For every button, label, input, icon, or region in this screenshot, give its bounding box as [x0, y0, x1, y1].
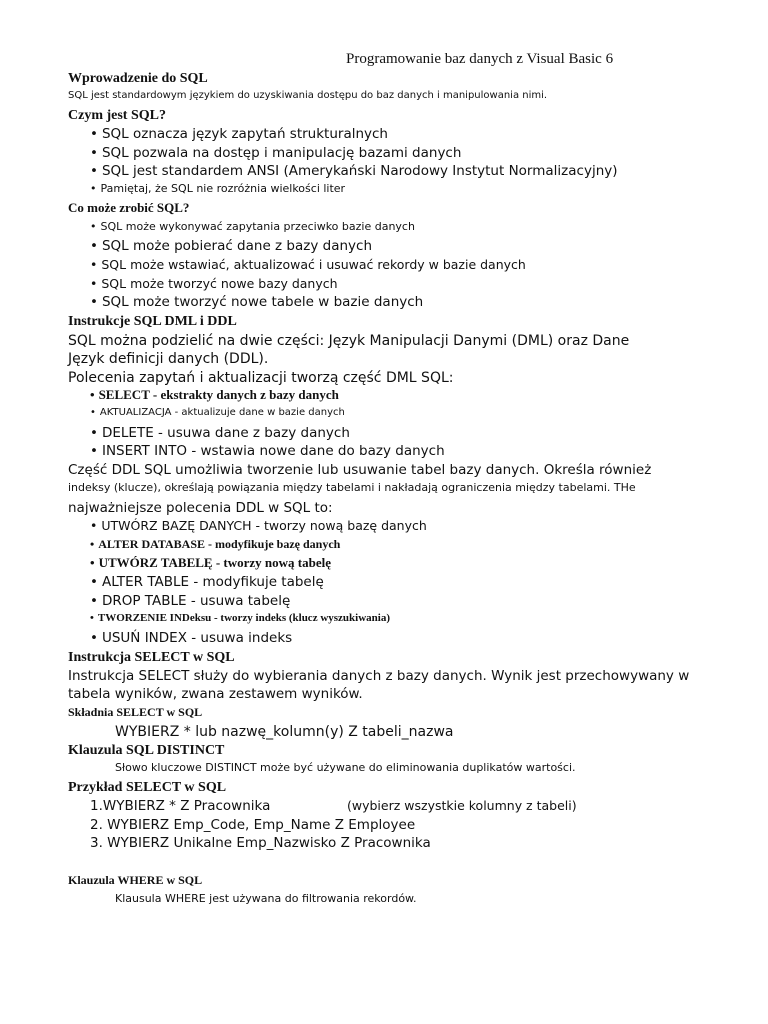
- section-heading-where: Klauzula WHERE w SQL: [68, 873, 203, 887]
- list-item: • TWORZENIE INDeksu - tworzy indeks (klucz wyszukiwania): [90, 612, 390, 625]
- paragraph-line: najważniejsze polecenia DDL w SQL to:: [68, 500, 333, 516]
- list-item: • ALTER DATABASE - modyfikuje bazę danych: [90, 538, 340, 552]
- list-item: • SQL może tworzyć nowe tabele w bazie danych: [90, 295, 423, 311]
- paragraph-line: SQL można podzielić na dwie części: Język Manipulacji Danymi (DML) oraz Dane: [68, 333, 630, 349]
- example-line: 3. WYBIERZ Unikalne Emp_Nazwisko Z Pracownika: [90, 835, 431, 851]
- list-item: • ALTER TABLE - modyfikuje tabelę: [90, 575, 324, 591]
- list-item: • SQL pozwala na dostęp i manipulację bazami danych: [90, 146, 461, 162]
- list-item: • DELETE - usuwa dane z bazy danych: [90, 426, 350, 442]
- list-item: • SQL może wykonywać zapytania przeciwko bazie danych: [90, 221, 415, 234]
- section-heading-syntax: Składnia SELECT w SQL: [68, 705, 203, 719]
- list-item: • SELECT - ekstrakty danych z bazy danych: [90, 388, 339, 403]
- page-header: Programowanie baz danych z Visual Basic 6: [346, 51, 614, 67]
- list-item: • INSERT INTO - wstawia nowe dane do bazy danych: [90, 444, 445, 460]
- distinct-text: Słowo kluczowe DISTINCT może być używane do eliminowania duplikatów wartości.: [115, 761, 576, 774]
- list-item: • SQL może wstawiać, aktualizować i usuwać rekordy w bazie danych: [90, 258, 526, 272]
- list-item: • SQL oznacza język zapytań strukturalnych: [90, 127, 388, 143]
- list-item: • SQL może tworzyć nowe bazy danych: [90, 277, 338, 291]
- paragraph-line: Instrukcja SELECT służy do wybierania danych z bazy danych. Wynik jest przechowywany w: [68, 668, 690, 684]
- paragraph-line: Język definicji danych (DDL).: [68, 351, 269, 367]
- list-item: • SQL może pobierać dane z bazy danych: [90, 239, 372, 255]
- section-heading-can-do: Co może zrobić SQL?: [68, 200, 190, 215]
- list-item: • Pamiętaj, że SQL nie rozróżnia wielkości liter: [90, 183, 345, 196]
- paragraph-line: tabela wyników, zwana zestawem wyników.: [68, 686, 363, 702]
- list-item: • UTWÓRZ TABELĘ - tworzy nową tabelę: [90, 556, 331, 571]
- list-item: • UTWÓRZ BAZĘ DANYCH - tworzy nową bazę danych: [90, 519, 427, 533]
- list-item: • SQL jest standardem ANSI (Amerykański Narodowy Instytut Normalizacyjny): [90, 164, 618, 180]
- intro-text: SQL jest standardowym językiem do uzyskiwania dostępu do baz danych i manipulowania nimi.: [68, 90, 548, 101]
- section-heading-intro: Wprowadzenie do SQL: [68, 71, 208, 86]
- paragraph-line: Część DDL SQL umożliwia tworzenie lub usuwanie tabel bazy danych. Określa również: [68, 462, 652, 478]
- list-item: • DROP TABLE - usuwa tabelę: [90, 594, 290, 610]
- paragraph-line: indeksy (klucze), określają powiązania między tabelami i nakładają ograniczenia między tabelami. THe: [68, 481, 636, 494]
- where-text: Klausula WHERE jest używana do filtrowania rekordów.: [115, 892, 417, 905]
- list-item: • AKTUALIZACJA - aktualizuje dane w bazie danych: [90, 407, 345, 419]
- example-line: 1.WYBIERZ * Z Pracownika: [90, 798, 271, 814]
- section-heading-what-is: Czym jest SQL?: [68, 108, 166, 123]
- paragraph-line: Polecenia zapytań i aktualizacji tworzą część DML SQL:: [68, 370, 454, 386]
- section-heading-example: Przykład SELECT w SQL: [68, 780, 227, 795]
- syntax-line: WYBIERZ * lub nazwę_kolumn(y) Z tabeli_nazwa: [115, 724, 454, 740]
- section-heading-distinct: Klauzula SQL DISTINCT: [68, 743, 225, 758]
- section-heading-dml-ddl: Instrukcje SQL DML i DDL: [68, 314, 237, 329]
- section-heading-select: Instrukcja SELECT w SQL: [68, 650, 235, 665]
- list-item: • USUŃ INDEX - usuwa indeks: [90, 631, 292, 647]
- example-line: 2. WYBIERZ Emp_Code, Emp_Name Z Employee: [90, 817, 416, 833]
- example-note: (wybierz wszystkie kolumny z tabeli): [347, 798, 577, 813]
